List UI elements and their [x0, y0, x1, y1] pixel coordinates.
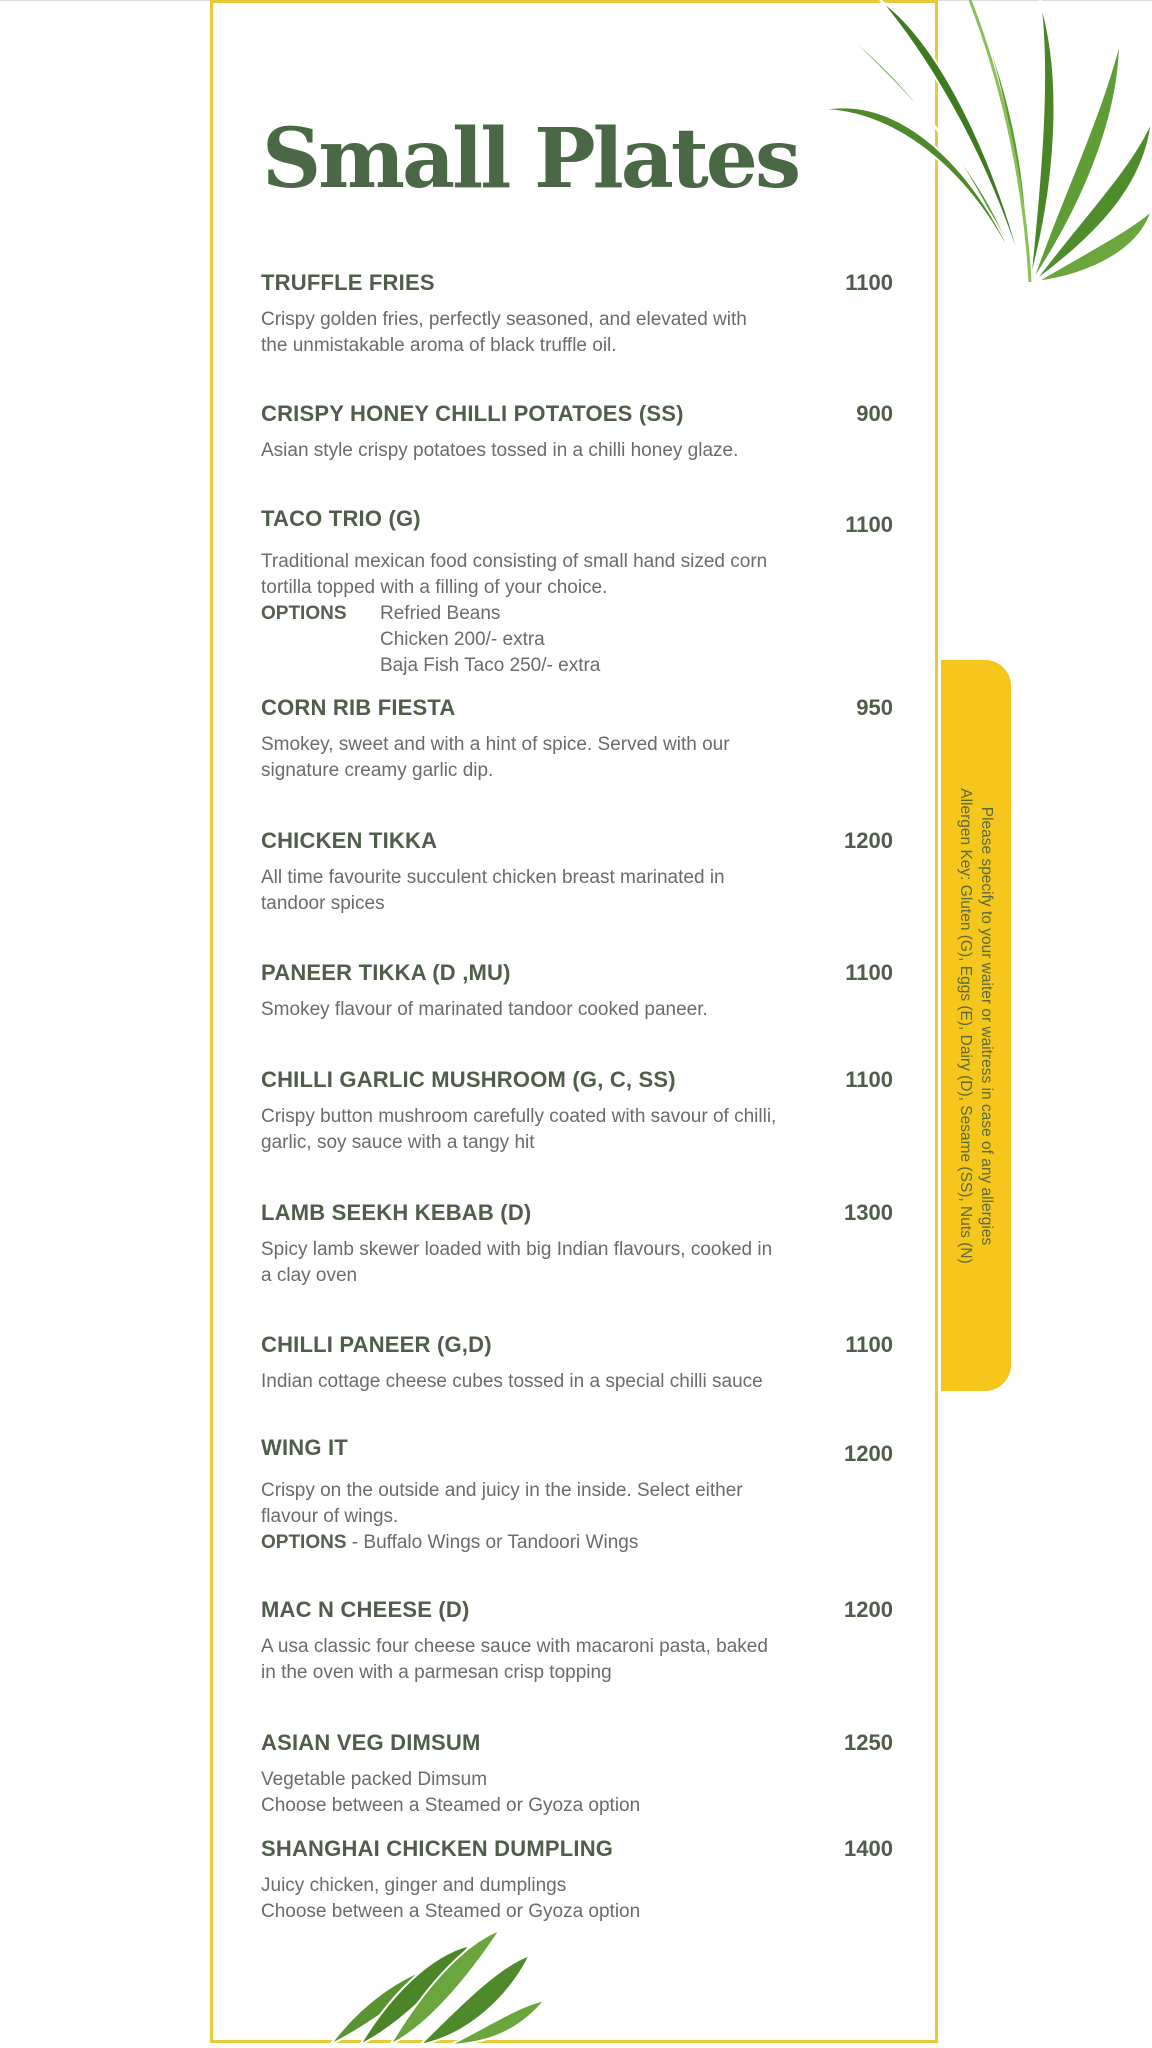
menu-item-price: 1100 — [845, 1067, 893, 1092]
menu-item-header — [261, 1332, 893, 1358]
menu-item-price: 1100 — [845, 512, 893, 537]
menu-item-price: 950 — [856, 695, 893, 720]
menu-item — [261, 1332, 893, 1395]
description-line: a clay oven — [261, 1265, 358, 1286]
menu-item-description — [261, 997, 893, 1023]
description-line: Choose between a Steamed or Gyoza option — [261, 1901, 641, 1922]
description-line: A usa classic four cheese sauce with macaroni pasta, baked — [261, 1636, 768, 1657]
menu-item-price: 1200 — [844, 828, 893, 853]
menu-item — [261, 401, 893, 464]
description-line: All time favourite succulent chicken breast marinated in — [261, 867, 725, 888]
menu-item-name: CRISPY HONEY CHILLI POTATOES (SS) — [261, 401, 684, 426]
description-line: Asian style crispy potatoes tossed in a chilli honey glaze. — [261, 440, 739, 461]
menu-item-name: ASIAN VEG DIMSUM — [261, 1730, 481, 1755]
menu-item-name: TRUFFLE FRIES — [261, 270, 435, 295]
description-line: in the oven with a parmesan crisp topping — [261, 1662, 612, 1683]
menu-item-options — [261, 1530, 893, 1556]
menu-item-price: 900 — [856, 401, 893, 426]
allergen-key-line: Allergen Key: Gluten (G), Eggs (E), Dairy (D), Sesame (SS), Nuts (N) — [957, 787, 974, 1264]
description-line: Crispy on the outside and juicy in the inside. Select either — [261, 1480, 743, 1501]
option-entry: Chicken 200/- extra — [380, 629, 545, 650]
description-line: Smokey flavour of marinated tandoor cooked paneer. — [261, 999, 708, 1020]
menu-item-price: 1100 — [845, 960, 893, 985]
description-line: Juicy chicken, ginger and dumplings — [261, 1875, 567, 1896]
description-line: Indian cottage cheese cubes tossed in a special chilli sauce — [261, 1371, 763, 1392]
menu-item-header — [261, 1200, 893, 1226]
menu-item-description — [261, 1634, 893, 1686]
menu-item — [261, 1200, 893, 1289]
description-line: signature creamy garlic dip. — [261, 760, 494, 781]
menu-item-price: 1300 — [844, 1200, 893, 1225]
menu-item — [261, 1730, 893, 1819]
menu-item-header — [261, 1067, 893, 1093]
menu-item-name: WING IT — [261, 1435, 348, 1460]
menu-item-price: 1200 — [844, 1597, 893, 1622]
menu-item-header — [261, 1730, 893, 1756]
menu-item-price: 1100 — [845, 270, 893, 295]
option-entry: Refried Beans — [380, 603, 501, 624]
menu-item-name: CHICKEN TIKKA — [261, 828, 438, 853]
description-line: Crispy button mushroom carefully coated with savour of chilli, — [261, 1106, 777, 1127]
menu-item-options — [261, 601, 893, 679]
menu-item-header — [261, 960, 893, 986]
page-title: Small Plates — [262, 111, 799, 207]
menu-item — [261, 1067, 893, 1156]
menu-item-price: 1250 — [844, 1730, 893, 1755]
menu-item-description — [261, 865, 893, 917]
menu-item-description — [261, 1767, 893, 1819]
menu-item-header — [261, 1597, 893, 1623]
palm-leaf-top-decoration — [790, 0, 1152, 285]
description-line: Vegetable packed Dimsum — [261, 1769, 488, 1790]
menu-item-name: TACO TRIO (G) — [261, 506, 421, 531]
menu-item-price: 1400 — [844, 1836, 893, 1861]
menu-item-name: MAC N CHEESE (D) — [261, 1597, 470, 1622]
description-line: flavour of wings. — [261, 1506, 399, 1527]
menu-item-description — [261, 1369, 893, 1395]
menu-item — [261, 695, 893, 784]
menu-item — [261, 270, 893, 359]
allergen-note — [955, 788, 997, 1263]
menu-item — [261, 1597, 893, 1686]
menu-item-description — [261, 732, 893, 784]
menu-item-header — [261, 401, 893, 427]
allergen-info-tab — [941, 660, 1011, 1391]
menu-item — [261, 1435, 893, 1556]
description-line: garlic, soy sauce with a tangy hit — [261, 1132, 535, 1153]
description-line: tortilla topped with a filling of your choice. — [261, 577, 608, 598]
menu-item-header — [261, 1836, 893, 1862]
menu-item-header — [261, 270, 893, 296]
menu-item-header — [261, 1435, 893, 1467]
menu-item — [261, 828, 893, 917]
menu-item-description — [261, 1237, 893, 1289]
menu-item-name: CORN RIB FIESTA — [261, 695, 456, 720]
menu-item — [261, 960, 893, 1023]
options-label: OPTIONS — [261, 1532, 347, 1553]
description-line: Traditional mexican food consisting of small hand sized corn — [261, 551, 768, 572]
menu-item-description — [261, 1873, 893, 1925]
menu-item-name: PANEER TIKKA (D ,MU) — [261, 960, 511, 985]
menu-item-header — [261, 506, 893, 538]
menu-item-name: LAMB SEEKH KEBAB (D) — [261, 1200, 532, 1225]
menu-item-price: 1100 — [845, 1332, 893, 1357]
menu-item-description — [261, 1478, 893, 1556]
description-line: Choose between a Steamed or Gyoza option — [261, 1795, 641, 1816]
menu-item-description — [261, 438, 893, 464]
menu-item-name: SHANGHAI CHICKEN DUMPLING — [261, 1836, 614, 1861]
menu-item-header — [261, 828, 893, 854]
description-line: the unmistakable aroma of black truffle oil. — [261, 335, 617, 356]
option-entry: Baja Fish Taco 250/- extra — [380, 655, 601, 676]
menu-item-name: CHILLI GARLIC MUSHROOM (G, C, SS) — [261, 1067, 676, 1092]
menu-item-header — [261, 695, 893, 721]
palm-leaf-bottom-decoration — [320, 1925, 600, 2045]
allergen-note-line1: Please specify to your waiter or waitress in case of any allergies — [978, 806, 995, 1245]
options-label: OPTIONS — [261, 603, 347, 624]
description-line: Smokey, sweet and with a hint of spice. Served with our — [261, 734, 730, 755]
menu-item-price: 1200 — [844, 1441, 893, 1466]
menu-item-description — [261, 1104, 893, 1156]
menu-item — [261, 1836, 893, 1925]
option-entry: - Buffalo Wings or Tandoori Wings — [346, 1532, 639, 1553]
menu-item-description — [261, 549, 893, 679]
description-line: tandoor spices — [261, 893, 385, 914]
description-line: Spicy lamb skewer loaded with big Indian flavours, cooked in — [261, 1239, 773, 1260]
menu-item-description — [261, 307, 893, 359]
menu-item-name: CHILLI PANEER (G,D) — [261, 1332, 492, 1357]
description-line: Crispy golden fries, perfectly seasoned, and elevated with — [261, 309, 747, 330]
menu-item — [261, 506, 893, 679]
